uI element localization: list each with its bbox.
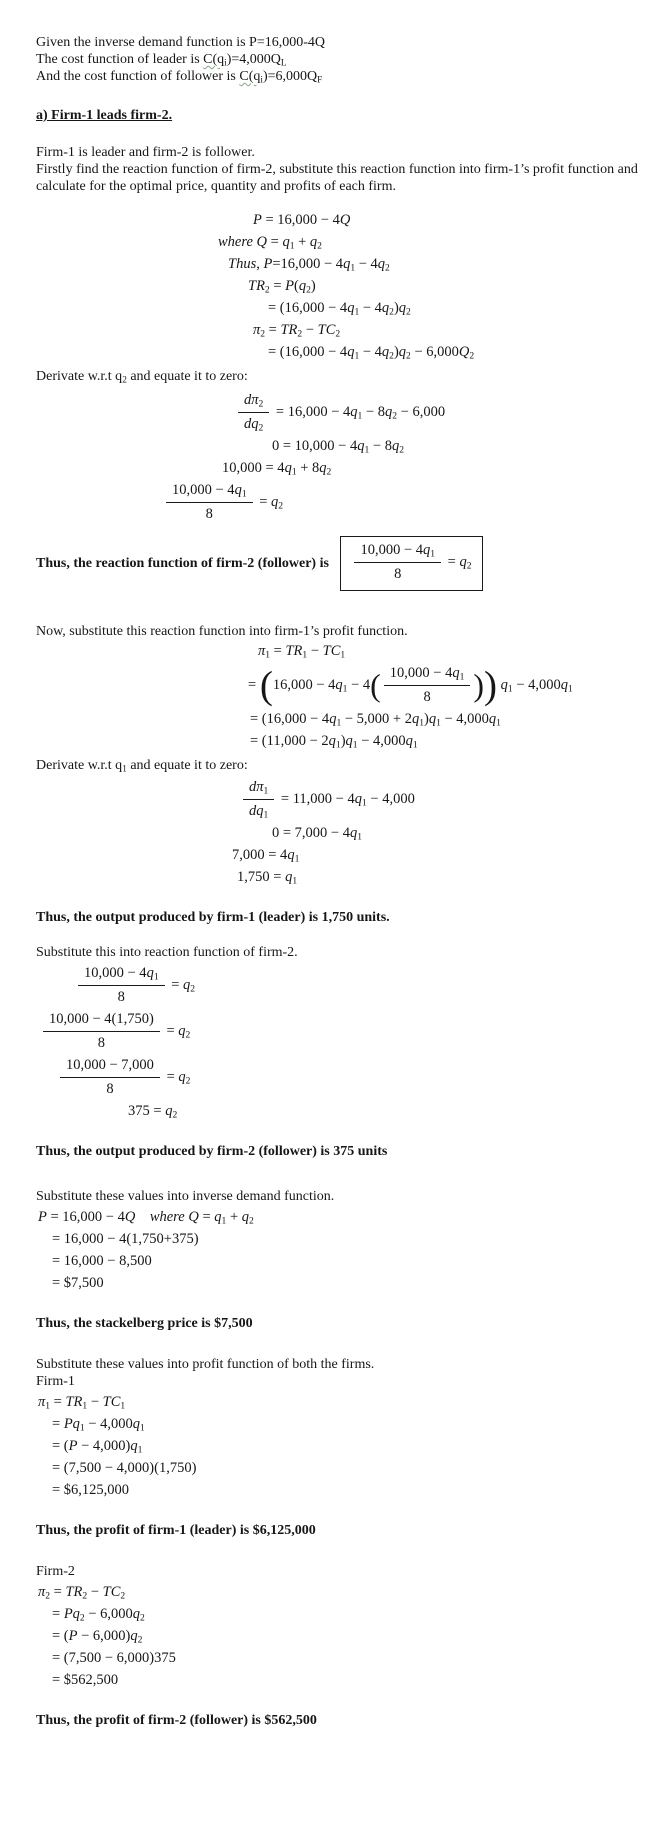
math-text: = $q_2$	[162, 1069, 191, 1087]
text-run: And the cost function of follower is	[36, 69, 240, 84]
eq-q2-solution	[0, 1102, 669, 1121]
result-firm1-profit	[0, 1522, 669, 1539]
math-text: $\pi_2 = TR_2 - TC_2$	[253, 322, 341, 340]
result-firm2-output	[0, 1143, 669, 1160]
text-run: Thus, the profit of firm-1 (leader) is $6,125,000	[36, 1523, 316, 1538]
eq-profit2-expanded	[0, 343, 669, 362]
math-text: = $(16,000 - 4q_1 - 4q_2)q_2 - 6,000Q_2$	[268, 344, 475, 362]
eq-demand-expanded	[0, 255, 669, 274]
spellcheck-flagged-text: $C(q_i$	[203, 52, 227, 68]
fraction	[43, 1010, 160, 1053]
math-text: = $11,000 - 4q_1 - 4,000$	[277, 791, 415, 809]
eq-profit1-step2	[0, 1437, 669, 1456]
fraction-numerator: $d\pi_2$	[238, 391, 269, 413]
math-text: = $562,500	[52, 1672, 119, 1688]
math-text: = $6,125,000	[52, 1482, 130, 1498]
fraction	[243, 778, 274, 821]
fraction-denominator: $dq_1$	[249, 803, 269, 821]
eq-demand	[0, 211, 669, 230]
eq-tr2-expanded	[0, 299, 669, 318]
fraction-numerator: 10,000 − 4(1,750)	[43, 1010, 160, 1032]
eq-profit1-substituted	[0, 664, 669, 707]
fraction	[238, 391, 269, 434]
math-text: = $(P - 4,000)q_1$	[52, 1438, 143, 1456]
spellcheck-flagged-text: $C(q_i$	[239, 69, 263, 85]
fraction-numerator: $d\pi_1$	[243, 778, 274, 800]
math-text: = $Pq_1 - 4,000q_1$	[52, 1416, 145, 1434]
math-text: where $Q = q_1 + q_2$	[218, 234, 322, 252]
eq-profit1-step1	[0, 1415, 669, 1434]
math-text: = $(16,000 - 4q_1 - 4q_2)q_2$	[268, 300, 411, 318]
fraction	[166, 481, 253, 524]
text-run: Firm-1 is leader and firm-2 is follower.	[36, 145, 255, 160]
text-run: Now, substitute this reaction function into firm-1’s profit function.	[36, 624, 408, 639]
firm2-label	[0, 1563, 669, 1580]
eq-price-compute	[0, 1252, 669, 1271]
math-text: = $Pq_2 - 6,000q_2$	[52, 1606, 145, 1624]
math-text: $\pi_2 = TR_2 - TC_2$	[38, 1584, 126, 1602]
given-leader-cost	[0, 51, 669, 68]
math-text: = $(11,000 - 2q_1)q_1 - 4,000q_1$	[250, 733, 418, 751]
fraction-denominator: 8	[394, 566, 402, 582]
eq-profit2-step2	[0, 1627, 669, 1646]
eq-profit1-step3	[0, 1459, 669, 1478]
big-parenthesis: (	[370, 667, 381, 703]
fraction-denominator: $dq_2$	[244, 416, 264, 434]
result-stackelberg-price	[0, 1315, 669, 1332]
fraction	[354, 541, 441, 584]
fraction	[384, 664, 471, 707]
math-text: = 16,000 − 4(1,750+375)	[52, 1231, 199, 1247]
math-text: $TR_2 = P(q_2)$	[248, 278, 316, 296]
eq-profit1-simplify2	[0, 732, 669, 751]
math-text: = 16,000 − 8,500	[52, 1253, 152, 1269]
math-text: $7,000 = 4q_1$	[232, 847, 300, 865]
text-run: Firm-1	[36, 1374, 75, 1389]
section-heading	[0, 107, 669, 124]
intro-roles	[0, 144, 669, 161]
math-text: = (7,500 − 4,000)(1,750)	[52, 1460, 197, 1476]
text-run: )$=4,000Q_L$	[226, 52, 287, 68]
text-run: Thus, the output produced by firm-1 (leader) is 1,750 units.	[36, 910, 390, 925]
text-run: )$=6,000Q_F$	[262, 69, 323, 85]
eq-profit2-step3	[0, 1649, 669, 1668]
text-run: Substitute these values into profit function of both the firms.	[36, 1357, 375, 1372]
substitute-into-firm1-note	[0, 623, 669, 640]
eq-foc2-zero	[0, 437, 669, 456]
text-run: Substitute these values into inverse demand function.	[36, 1189, 335, 1204]
math-text: = $16,000 - 4q_1 - 8q_2 - 6,000$	[272, 404, 446, 422]
math-text: $0 = 10,000 - 4q_1 - 8q_2$	[272, 438, 404, 456]
eq-price-setup	[0, 1208, 669, 1227]
math-text: $\pi_1 = TR_1 - TC_1$	[38, 1394, 126, 1412]
fraction-numerator: $10,000 - 4q_1$	[354, 541, 441, 563]
eq-profit1	[0, 642, 669, 661]
boxed-answer	[340, 536, 482, 591]
text-run: a) Firm-1 leads firm-2.	[36, 108, 173, 123]
math-text: $375 = q_2$	[128, 1103, 178, 1121]
fraction-denominator: 8	[423, 689, 431, 705]
eq-price-plug	[0, 1230, 669, 1249]
substitute-into-reaction-note	[0, 944, 669, 961]
math-text: $0 = 7,000 - 4q_1$	[272, 825, 363, 843]
fraction-numerator: $10,000 - 4q_1$	[384, 664, 471, 686]
text-run: Thus, the profit of firm-2 (follower) is $562,500	[36, 1713, 317, 1728]
given-demand-function	[0, 34, 669, 51]
fraction-numerator: 10,000 − 7,000	[60, 1056, 160, 1078]
eq-profit1-def	[0, 1393, 669, 1412]
math-text: $\pi_1 = TR_1 - TC_1$	[258, 643, 346, 661]
eq-profit1-solution	[0, 1481, 669, 1500]
math-text: = $q_2$	[255, 494, 284, 512]
eq-reaction-compute	[0, 1056, 669, 1099]
eq-profit2	[0, 321, 669, 340]
math-text: = (7,500 − 6,000)375	[52, 1650, 176, 1666]
eq-reaction-plug	[0, 1010, 669, 1053]
result-firm2-profit	[0, 1712, 669, 1729]
derivate-q2-note	[0, 368, 669, 385]
eq-profit2-step1	[0, 1605, 669, 1624]
math-text: = $q_2$	[162, 1023, 191, 1041]
eq-q1-solution	[0, 868, 669, 887]
fraction-denominator: 8	[205, 506, 213, 522]
text-run: Substitute this into reaction function of firm-2.	[36, 945, 298, 960]
math-text: Thus, $P=16,000 - 4q_1 - 4q_2$	[228, 256, 390, 274]
text-run: Derivate w.r.t $q_2$ and equate it to zero:	[36, 369, 248, 385]
math-text: =	[248, 677, 260, 693]
intro-method	[0, 161, 669, 195]
fraction-numerator: $10,000 - 4q_1$	[78, 964, 165, 986]
substitute-profit-note	[0, 1356, 669, 1373]
derivate-q1-note	[0, 757, 669, 774]
big-parenthesis: )	[473, 667, 484, 703]
eq-profit1-simplify1	[0, 710, 669, 729]
firm1-label	[0, 1373, 669, 1390]
eq-reaction-recall	[0, 964, 669, 1007]
big-parenthesis: (	[259, 663, 273, 707]
eq-reaction-function	[0, 481, 669, 524]
math-text: = $(16,000 - 4q_1 - 5,000 + 2q_1)q_1 - 4,000q_1$	[250, 711, 501, 729]
fraction-denominator: 8	[106, 1081, 114, 1097]
text-run: Given the inverse demand function is P=16,000-4Q	[36, 35, 326, 50]
eq-tr2	[0, 277, 669, 296]
math-text: = $q_2$	[167, 977, 196, 995]
text-run: Firm-2	[36, 1564, 75, 1579]
math-text: $16,000 - 4q_1 - 4$	[272, 677, 371, 695]
fraction-denominator: 8	[97, 1035, 106, 1051]
math-text: P = 16,000 − 4Q where $Q = q_1 + q_2$	[38, 1209, 254, 1227]
eq-where-q	[0, 233, 669, 252]
eq-foc2-rearranged	[0, 459, 669, 478]
text-run: Thus, the output produced by firm-2 (follower) is 375 units	[36, 1144, 388, 1159]
math-text: $1,750 = q_1$	[237, 869, 298, 887]
eq-foc2	[0, 391, 669, 434]
eq-foc1	[0, 778, 669, 821]
eq-profit2-def	[0, 1583, 669, 1602]
fraction-denominator: 8	[117, 989, 125, 1005]
eq-price-solution	[0, 1274, 669, 1293]
text-run: Derivate w.r.t $q_1$ and equate it to zero:	[36, 758, 248, 774]
math-text: = $q_2$	[444, 554, 472, 572]
fraction-numerator: $10,000 - 4q_1$	[166, 481, 253, 503]
big-parenthesis: )	[483, 663, 498, 707]
text-run: Firstly find the reaction function of firm-2, substitute this reaction function into firm-1’s profit function and calculate for the optimal price, quantity and profits of each firm.	[36, 162, 642, 194]
math-text: $10,000 = 4q_1 + 8q_2$	[222, 460, 332, 478]
eq-foc1-rearranged	[0, 846, 669, 865]
substitute-demand-note	[0, 1188, 669, 1205]
text-run: The cost function of leader is	[36, 52, 204, 67]
given-follower-cost	[0, 68, 669, 85]
eq-foc1-zero	[0, 824, 669, 843]
eq-profit2-solution	[0, 1671, 669, 1690]
fraction	[60, 1056, 160, 1099]
text-run: Thus, the reaction function of firm-2 (follower) is	[36, 556, 333, 571]
math-text: P = 16,000 − 4Q	[253, 212, 351, 228]
text-run: Thus, the stackelberg price is $7,500	[36, 1316, 253, 1331]
result-reaction-function	[0, 536, 669, 591]
fraction	[78, 964, 165, 1007]
math-text: = $(P - 6,000)q_2$	[52, 1628, 143, 1646]
result-firm1-output	[0, 909, 669, 926]
math-text: = $7,500	[52, 1275, 104, 1291]
math-text: $q_1 - 4,000q_1$	[500, 677, 573, 695]
